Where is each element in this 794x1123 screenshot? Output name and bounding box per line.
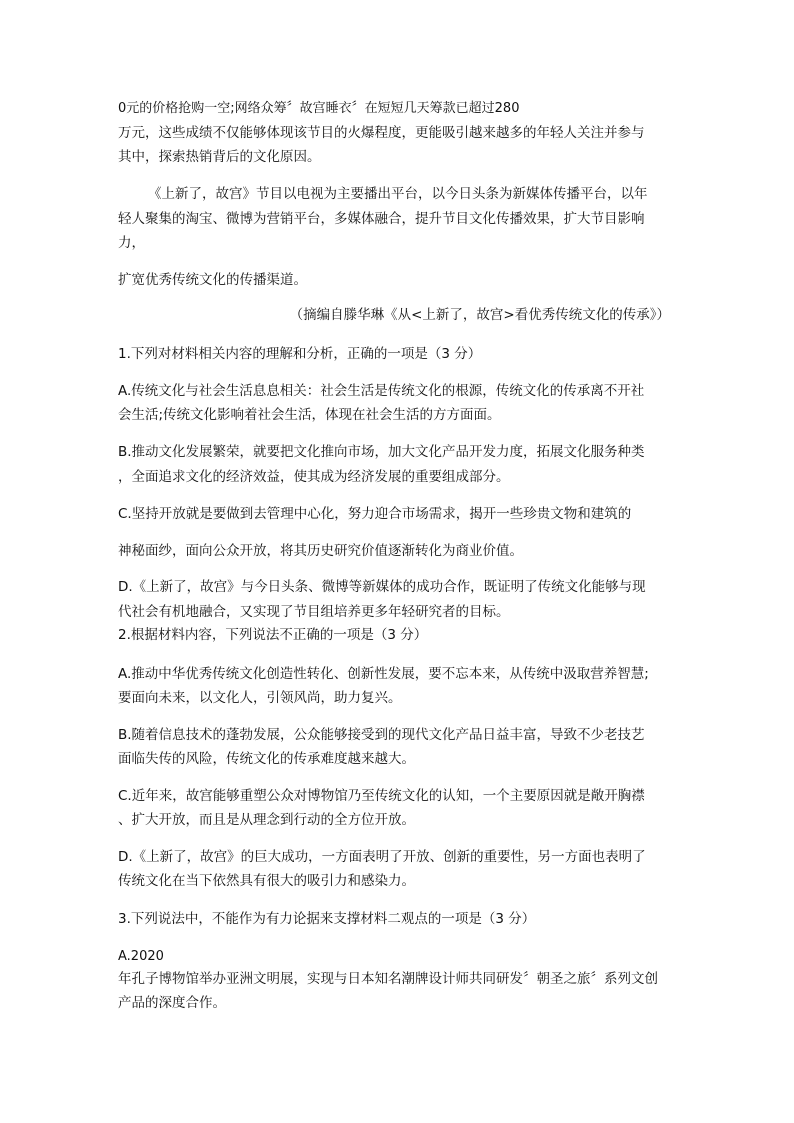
text-line: 其中，探索热销背后的文化原因。 [118,149,321,165]
option-a-cont: 产品的深度合作。 [118,995,226,1011]
text-line: 轻人聚集的淘宝、微博为营销平台，多媒体融合，提升节目文化传播效果，扩大节目影响 [118,211,645,227]
option-c: C.坚持开放就是要做到去管理中心化，努力迎合市场需求，揭开一些珍贵文物和建筑的 [118,506,632,522]
option-a: A.推动中华优秀传统文化创造性转化、创新性发展，要不忘本来，从传统中汲取营养智慧; [118,666,649,682]
text-line: 《上新了，故宫》节目以电视为主要播出平台，以今日头条为新媒体传播平台，以年 [148,186,648,202]
question-2: 2.根据材料内容，下列说法不正确的一项是（3 分） [118,627,428,643]
option-b-cont: 面临失传的风险，传统文化的传承难度越来越大。 [118,751,415,767]
question-3: 3.下列说法中，不能作为有力论据来支撑材料二观点的一项是（3 分） [118,911,536,927]
option-b: B.随着信息技术的蓬勃发展，公众能够接受到的现代文化产品日益丰富，导致不少老技艺 [118,727,645,743]
option-c-cont: 神秘面纱，面向公众开放，将其历史研究价值逐渐转化为商业价值。 [118,543,523,559]
option-a-cont: 要面向未来，以文化人，引领风尚，助力复兴。 [118,690,402,706]
question-1: 1.下列对材料相关内容的理解和分析，正确的一项是（3 分） [118,346,482,362]
option-c: C.近年来，故宫能够重塑公众对博物馆乃至传统文化的认知，一个主要原因就是敞开胸襟 [118,788,645,804]
option-b: B.推动文化发展繁荣，就要把文化推向市场，加大文化产品开发力度，拓展文化服务种类 [118,444,645,460]
option-d: D.《上新了，故宫》的巨大成功，一方面表明了开放、创新的重要性，另一方面也表明了 [118,849,646,865]
option-d-cont: 传统文化在当下依然具有很大的吸引力和感染力。 [118,873,415,889]
text-line: 力， [118,235,145,251]
option-b-cont: ，全面追求文化的经济效益，使其成为经济发展的重要组成部分。 [118,469,510,485]
option-a: A.2020 [118,949,164,964]
option-a: A.传统文化与社会生活息息相关：社会生活是传统文化的根源，传统文化的传承离不开社 [118,383,645,399]
option-a-cont: 会生活;传统文化影响着社会生活，体现在社会生活的方方面面。 [118,407,501,423]
option-d-cont: 代社会有机地融合，又实现了节目组培养更多年轻研究者的目标。 [118,604,510,620]
text-line: 扩宽优秀传统文化的传播渠道。 [118,272,307,288]
option-a-cont: 年孔子博物馆举办亚洲文明展，实现与日本知名潮牌设计师共同研发〞朝圣之旅〞系列文创 [118,971,658,987]
source-citation: （摘编自滕华琳《从<上新了，故宫>看优秀传统文化的传承》） [289,307,670,323]
text-line: 0元的价格抢购一空;网络众筹〞故宫睡衣〞在短短几天筹款已超过280 [118,101,520,116]
option-c-cont: 、扩大开放，而且是从理念到行动的全方位开放。 [118,812,415,828]
text-line: 万元，这些成绩不仅能够体现该节目的火爆程度，更能吸引越来越多的年轻人关注并参与 [118,125,645,141]
option-d: D.《上新了，故宫》与今日头条、微博等新媒体的成功合作，既证明了传统文化能够与现 [118,579,646,595]
